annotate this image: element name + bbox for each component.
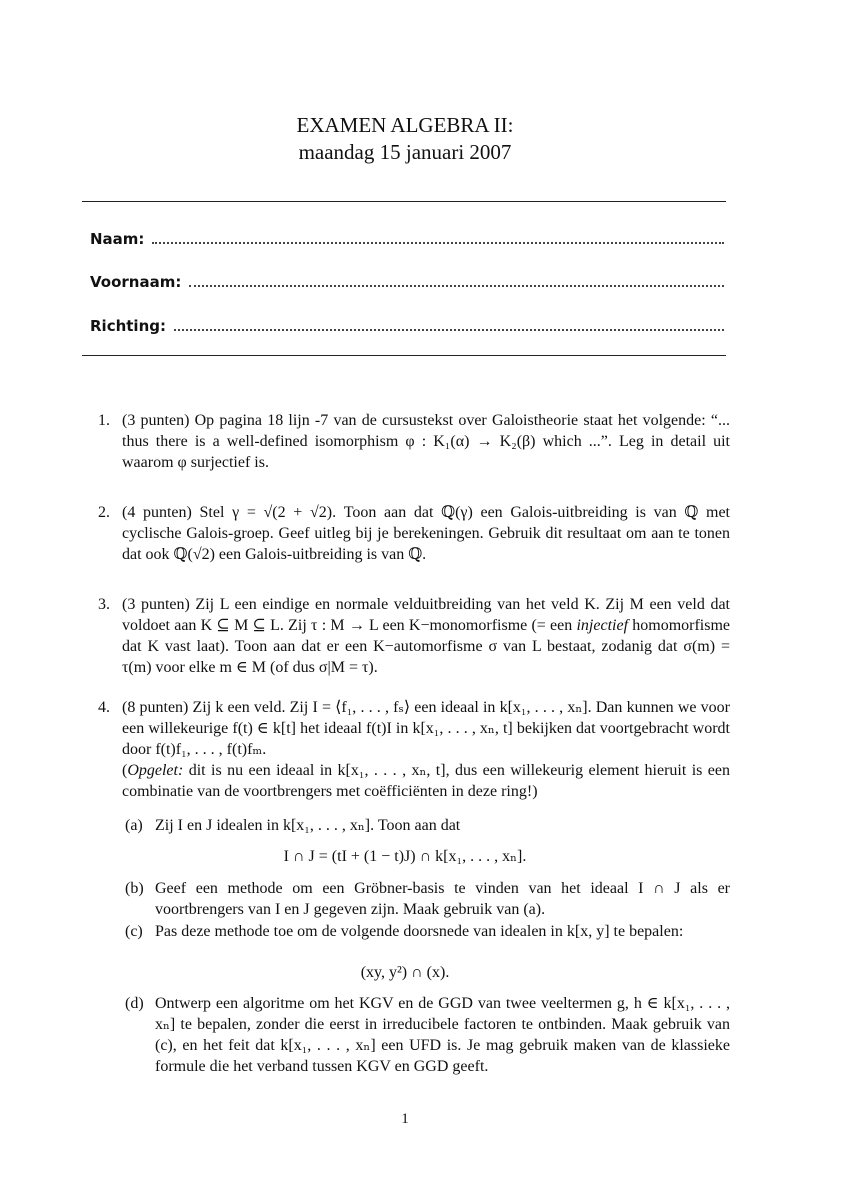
exam-title: EXAMEN ALGEBRA II: [296, 113, 514, 137]
exam-date: maandag 15 januari 2007 [298, 140, 512, 164]
question-text [122, 594, 730, 678]
major-field [90, 316, 724, 336]
note-emphasis: Opgelet: [127, 762, 184, 779]
subquestion-text: Ontwerp een algoritme om het KGV en de GGD van twee veeltermen g, h ∈ k[x₁, . . . , xₙ] te bepalen, zonder die eerst in irreducibele factoren te ontbinden. Maak gebruik van (c), en het feit dat k[x₁, . . . , xₙ] een UFD is. Je mag gebruik maken van de klassieke formule die het verband tussen KGV en GGD geeft. [155, 995, 730, 1075]
question-note [122, 760, 730, 802]
subquestion-text: Pas deze methode toe om de volgende doorsnede van idealen in k[x, y] te bepalen: [155, 923, 684, 940]
firstname-dotted-line [189, 273, 724, 287]
question-3 [98, 594, 730, 678]
text-before: (3 punten) Zij L een eindige en normale velduitbreiding van het veld K. Zij M een veld dat voldoet aan K ⊆ M ⊆ L. Zij τ : M → L een K−monomorfisme (= een [122, 596, 730, 634]
question-text: (4 punten) Stel γ = √(2 + √2). Toon aan dat ℚ(γ) een Galois-uitbreiding is van ℚ met cyclische Galois-groep. Geef uitleg bij je berekeningen. Gebruik dit resultaat om aan te tonen dat ook ℚ(√2) een Galois-uitbreiding is van ℚ. [122, 504, 730, 563]
top-rule [82, 201, 726, 202]
subquestion-label: (a) [125, 817, 143, 834]
major-label: Richting: [90, 317, 166, 335]
question-number: 3. [98, 596, 110, 613]
subquestion-text: Geef een methode om een Gröbner-basis te vinden van het ideaal I ∩ J als er voortbrengers van I en J gegeven zijn. Maak gebruik van (a). [155, 880, 730, 918]
name-dotted-line [152, 230, 724, 244]
name-field [90, 229, 724, 249]
firstname-label: Voornaam: [90, 273, 182, 291]
major-dotted-line [174, 317, 724, 331]
subquestion-d [125, 993, 730, 1077]
subquestion-c [125, 921, 730, 942]
firstname-field [90, 272, 724, 292]
question-4 [98, 697, 730, 802]
text-after: homomorfisme dat K vast laat). Toon aan dat er een K−automorfisme σ van L bestaat, zodanig dat σ(m) = τ(m) voor elke m ∈ M (of dus σ|M = τ). [122, 617, 731, 676]
equation-c: (xy, y²) ∩ (x). [360, 964, 450, 981]
subquestion-label: (b) [125, 880, 144, 897]
question-1 [98, 410, 730, 473]
subquestion-a [125, 815, 730, 836]
question-number: 1. [98, 412, 110, 429]
emphasis: injectief [576, 617, 629, 634]
note-open: ( [122, 762, 128, 779]
subquestion-label: (c) [125, 923, 143, 940]
bottom-rule [82, 355, 726, 356]
subquestion-b [125, 878, 730, 920]
question-number: 2. [98, 504, 110, 521]
name-label: Naam: [90, 230, 145, 248]
question-2 [98, 502, 730, 565]
question-text: (8 punten) Zij k een veld. Zij I = ⟨f₁, . . . , fₛ⟩ een ideaal in k[x₁, . . . , xₙ]. Dan kunnen we voor een willekeurige f(t) ∈ k[t] het ideaal f(t)I in k[x₁, . . . , xₙ, t] bekijken dat voortgebracht wordt door f(t)f₁, . . . , f(t)fₘ. [122, 699, 730, 758]
question-number: 4. [98, 699, 110, 716]
subquestion-text: Zij I en J idealen in k[x₁, . . . , xₙ]. Toon aan dat [155, 817, 461, 834]
page-number: 1 [401, 1111, 409, 1127]
note-text: dit is nu een ideaal in k[x₁, . . . , xₙ, t], dus een willekeurig element hieruit is een combinatie van de voortbrengers met coëfficiënten in deze ring!) [122, 762, 730, 800]
equation-a: I ∩ J = (tI + (1 − t)J) ∩ k[x₁, . . . , xₙ]. [283, 848, 527, 865]
subquestion-label: (d) [125, 995, 144, 1012]
question-text: (3 punten) Op pagina 18 lijn -7 van de cursustekst over Galoistheorie staat het volgende: “... thus there is a well-defined isomorphism φ : K₁(α) → K₂(β) which ...”. Leg in detail uit waarom φ surjectief is. [122, 412, 730, 471]
